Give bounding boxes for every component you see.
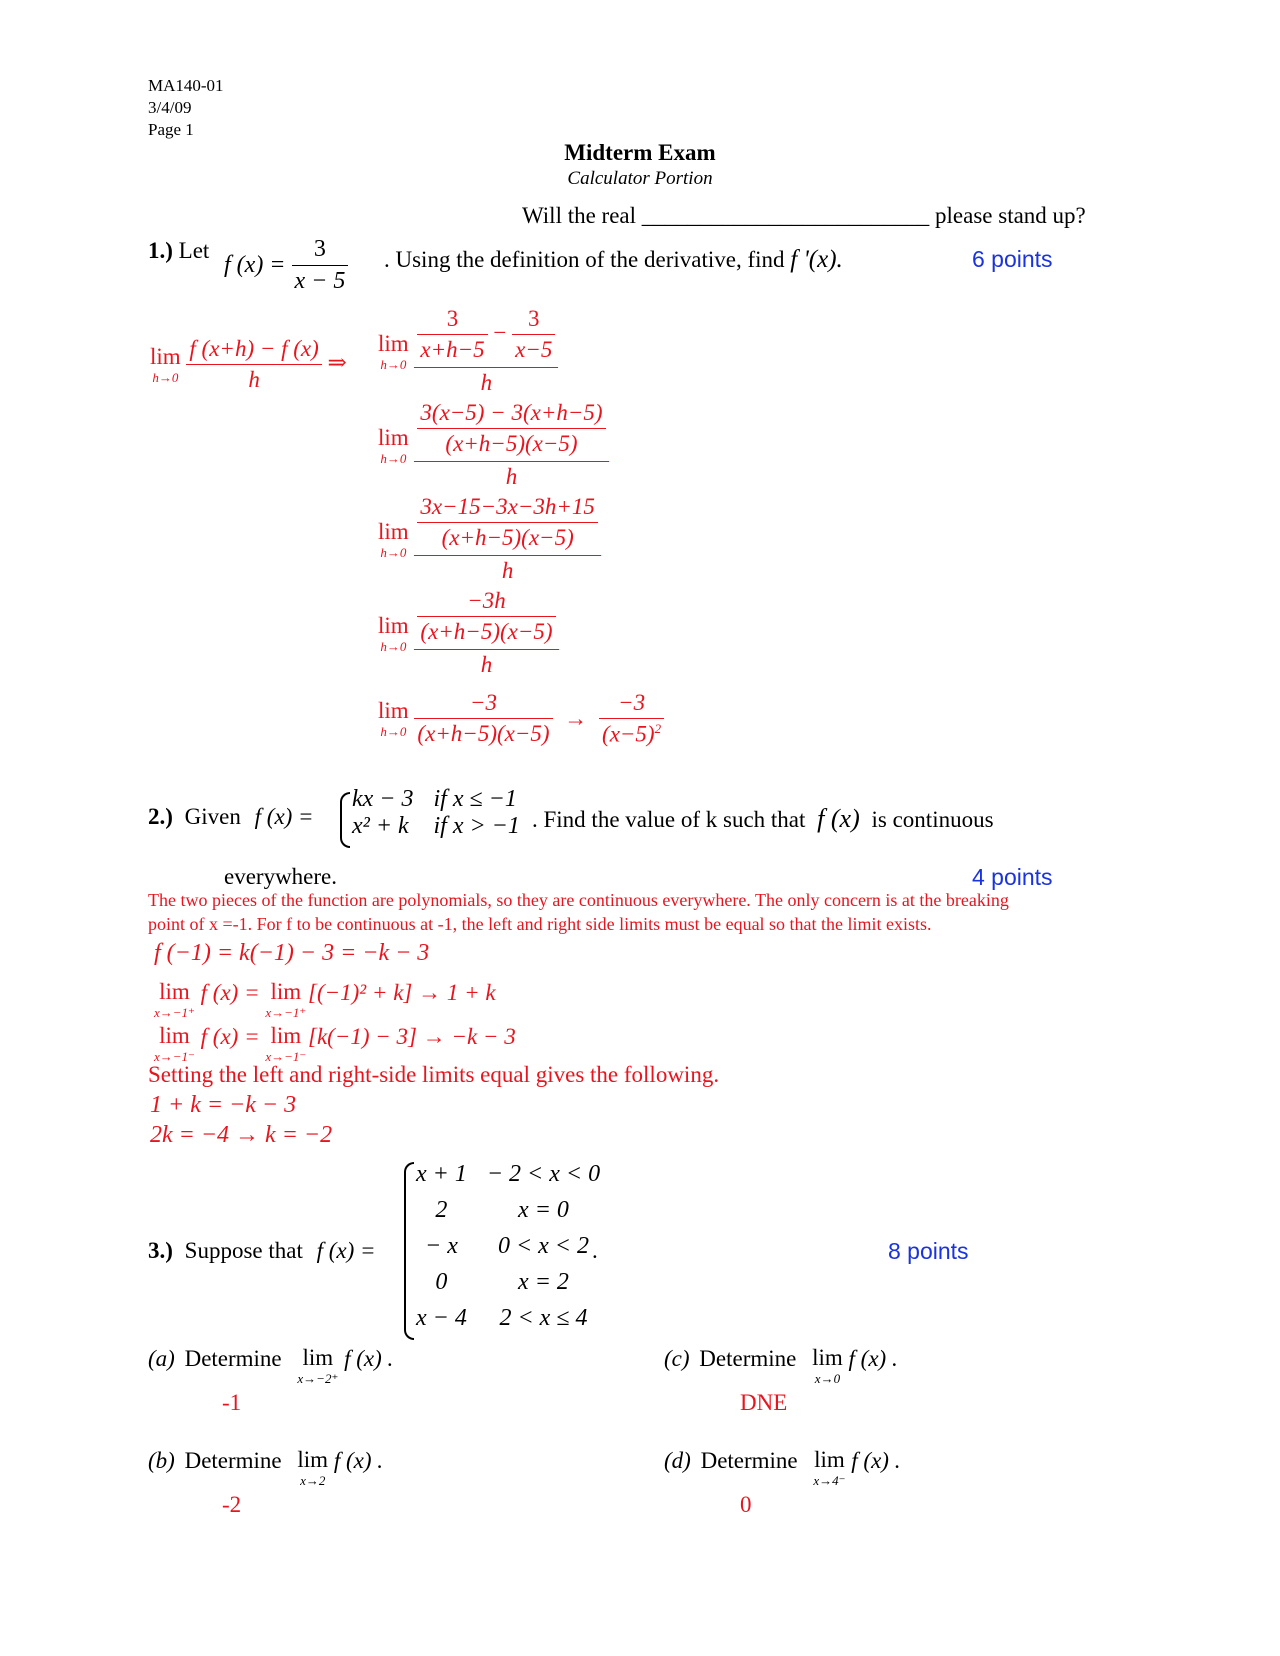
q2-left-limit: lim x→−1⁻ f (x) = lim x→−1⁻ [k(−1) − 3] → −k − 3 [154,1023,516,1064]
q1-step6 [378,690,664,748]
q1-lim: lim h→0 [378,518,409,560]
q1-step1 [150,336,347,393]
q1-final-answer: $\frac{-3}{(x-5)^2}$ [599,690,664,748]
page-subtitle: Calculator Portion [567,168,713,189]
q3-number: 3.) [148,1238,173,1263]
q3-lim: lim x→0 [812,1345,843,1386]
q2-given: Given [184,804,241,829]
exam-date: 3/4/09 [148,98,192,117]
q3-piece-expr: x + 1 [416,1160,467,1187]
q3-piece-cond: x = 0 [518,1196,569,1223]
q1-step6-fraction: $\frac{-3}{(x+h-5)(x-5)}$ [414,690,552,747]
q1-lim: lim h→0 [378,612,409,654]
q1-lim: lim h→0 [378,424,409,466]
q3-part-c: (c) Determine lim x→0 f (x) . [664,1345,898,1386]
q2-explanation-2: point of x =-1. For f to be continuous at -1, the left and right side limits must be equal so that the limit exists. [148,914,932,934]
q1-number: 1.) [148,238,173,263]
q1-instruction: . Using the definition of the derivative, find [384,247,785,272]
q2-lim: lim x→−1⁺ [265,979,307,1020]
q1-compound-fraction: $\frac{3}{x+h-5}$ − $\frac{3}{x-5}$ h [414,306,558,396]
q3-answer-c: DNE [740,1390,788,1415]
q1-implies: ⇒ [327,349,347,375]
q3-piece-cond: 2 < x ≤ 4 [499,1304,588,1331]
course-code: MA140-01 [148,76,224,95]
q1-func-lhs: f (x) = [224,252,286,278]
q1-step3 [378,400,609,490]
q2-piecewise [342,786,530,840]
q2-line1: f (−1) = k(−1) − 3 = −k − 3 [154,940,430,966]
q3-piece-cond: x = 2 [518,1268,569,1295]
q1-let: Let [178,238,210,263]
q3-piece-row [406,1264,610,1300]
q3-piece-cond: 0 < x < 2 [497,1232,589,1259]
q1-target: f '(x). [790,246,843,273]
q3-part-d: (d) Determine lim x→4⁻ f (x) . [664,1447,901,1488]
q2-piece1: kx − 3 [352,786,414,812]
q3-piece-expr: 2 [435,1196,448,1223]
q3-piece-row [406,1228,610,1264]
q1-func-num: 3 [292,236,349,266]
q1-lim: lim h→0 [378,330,409,372]
page-title: Midterm Exam [564,140,716,165]
q3-piece-expr: 0 [435,1268,448,1295]
q3-answer-b: -2 [222,1492,242,1517]
q3-part-b: (b) Determine lim x→2 f (x) . [148,1447,383,1488]
q3-piece-row [406,1300,610,1336]
q1-step5-fraction: $\frac{\frac{-3h}{(x+h-5)(x-5)}}{h}$ [414,588,558,678]
q2-cond1: if x ≤ −1 [433,786,517,812]
q3-piecewise [406,1156,610,1336]
q2-fx: f (x) [817,804,860,833]
q1-statement [148,238,209,264]
q2-statement [148,804,314,830]
q1-diff-quotient: $\frac{f (x+h) - f (x)}{h}$ [186,336,321,393]
q2-explanation-1: The two pieces of the function are polynomials, so they are continuous everywhere. The only concern is at the breaking [148,890,1009,910]
name-prompt: Will the real _________________________ please stand up? [522,203,1086,228]
q2-func-lhs: f (x) = [254,804,314,829]
q3-piece-row [406,1192,610,1228]
q3-piece-row [406,1156,610,1192]
q1-function [224,236,348,295]
q3-piece-cond: − 2 < x < 0 [486,1160,601,1187]
q2-cond2: if x > −1 [433,813,520,839]
q1-points: 6 points [972,246,1053,272]
q2-right-limit: lim x→−1⁺ f (x) = lim x→−1⁺ [(−1)² + k] → 1 + k [154,979,496,1020]
q3-part-a: (a) Determine lim x→−2⁺ f (x) . [148,1345,394,1386]
q2-lim: lim x→−1⁻ [265,1023,307,1064]
q1-step4 [378,494,601,584]
q2-lim: lim x→−1⁺ [154,979,195,1020]
q3-points: 8 points [888,1238,969,1264]
q3-lim: lim x→2 [297,1447,329,1488]
q2-setting: Setting the left and right-side limits equal gives the following. [148,1062,720,1087]
q2-number: 2.) [148,804,173,829]
q3-answer-d: 0 [740,1492,752,1517]
q3-piece-expr: − x [425,1232,458,1259]
q3-statement [148,1238,376,1264]
q1-step5 [378,588,559,678]
q1-step4-fraction: $\frac{\frac{3x-15-3x-3h+15}{(x+h-5)(x-5)}}{h}$ [414,494,601,584]
q2-instruction: . Find the value of k such that f (x) is continuous [532,804,994,833]
q3-lim: lim x→−2⁺ [297,1345,339,1386]
q1-step2 [378,306,558,396]
q1-step3-fraction: $\frac{\frac{3(x-5) - 3(x+h-5)}{(x+h-5)(x-5)}}{h}$ [414,400,608,490]
q2-eq2: 2k = −4 → k = −2 [150,1122,333,1148]
q1-lim: lim h→0 [150,344,181,385]
q1-arrow: → [564,705,588,731]
q1-lim: lim h→0 [378,698,409,740]
q2-eq1: 1 + k = −k − 3 [150,1092,297,1118]
q1-func-den: x − 5 [294,268,346,294]
q3-piece-expr: x − 4 [416,1304,467,1331]
page-number: Page 1 [148,120,194,139]
q1-func-fraction [292,236,349,295]
q3-text: Suppose that [184,1238,303,1263]
q2-lim: lim x→−1⁻ [154,1023,195,1064]
q2-piece2: x² + k [352,813,409,839]
q3-answer-a: -1 [222,1390,242,1415]
q2-everywhere: everywhere. [224,864,338,889]
q3-period: . [592,1238,598,1263]
q3-lim: lim x→4⁻ [813,1447,846,1488]
q2-points: 4 points [972,864,1053,890]
q1-text [384,246,843,274]
q3-func-lhs: f (x) = [316,1238,376,1263]
